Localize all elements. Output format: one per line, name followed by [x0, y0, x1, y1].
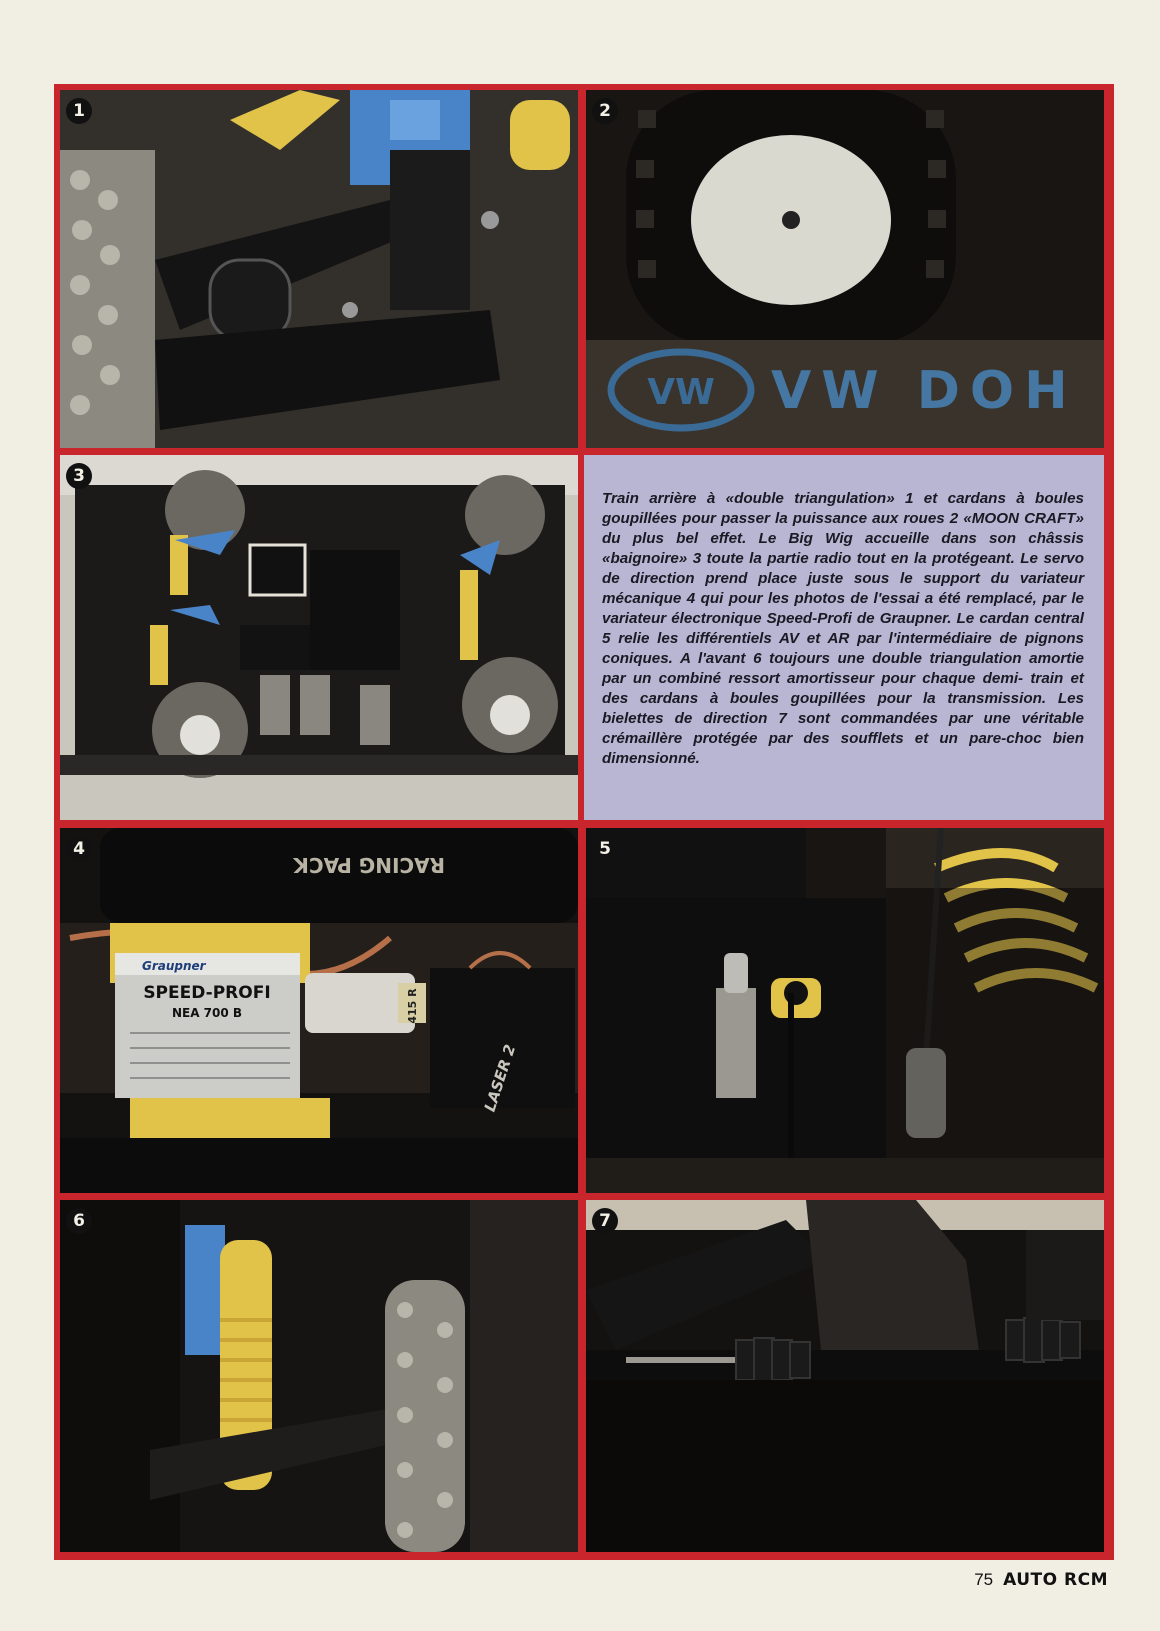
photo-2 — [586, 90, 1104, 448]
page-footer — [974, 1570, 1108, 1590]
photo-2-image — [586, 90, 1104, 448]
photo-7 — [586, 1200, 1104, 1552]
photo-caption-box — [584, 455, 1104, 820]
photo-7-image — [586, 1200, 1104, 1552]
photo-6 — [60, 1200, 578, 1552]
photo-1 — [60, 90, 578, 448]
svg-text:VW: VW — [647, 372, 715, 413]
photo-4-image — [60, 828, 578, 1193]
page-number: 75 — [974, 1570, 994, 1589]
photo-6-image — [60, 1200, 578, 1552]
photo-5 — [586, 828, 1104, 1193]
photo-number: 5 — [592, 836, 618, 862]
photo-4-module-model: NEA 700 B — [171, 1006, 243, 1020]
photo-2-body-label: VW DOH — [771, 361, 1078, 421]
photo-3 — [60, 455, 578, 820]
photo-caption-text: Train arrière à «double triangulation» 1 et cardans à boules goupillées pour passer la puissance aux roues 2 «MOON CRAFT» du plus bel effet. Le Big Wig accueille dans son châssis «baignoire» 3 toute la partie radio tout en la protégeant. Le servo de direction prend place juste sous le support du variateur mécanique 4 qui pour les photos de l'essai a été remplacé, par le variateur électronique Speed-Profi de Graupner. Le cardan central 5 relie les différentiels AV et AR par l'intermédiaire de pignons coniques. A l'avant 6 toujours une double triangulation amortie par un combiné ressort amortisseur pour chaque demi- train et des cardans à boules goupillées pour la transmission. Les bielettes de direction 7 sont commandées par une véritable crémaillère protégée par des soufflets et un pare-choc bien dimensionné. — [602, 490, 1084, 767]
photo-4-module-brand: Graupner — [142, 959, 206, 973]
photo-number: 1 — [66, 98, 92, 124]
photo-4-battery-label: RACING PACK — [293, 853, 445, 877]
photo-3-image — [60, 455, 578, 820]
magazine-name: AUTO RCM — [1003, 1570, 1108, 1590]
photo-number: 7 — [592, 1208, 618, 1234]
photo-4-receiver-label: LASER 2 — [480, 1042, 520, 1114]
photo-number: 4 — [66, 836, 92, 862]
photo-5-image — [586, 828, 1104, 1193]
photo-4 — [60, 828, 578, 1193]
photo-number: 3 — [66, 463, 92, 489]
photo-1-image — [60, 90, 578, 448]
photo-4-module-title: SPEED-PROFI — [143, 983, 271, 1003]
photo-4-crystal-label: 415 R — [406, 988, 419, 1024]
photo-number: 2 — [592, 98, 618, 124]
photo-number: 6 — [66, 1208, 92, 1234]
